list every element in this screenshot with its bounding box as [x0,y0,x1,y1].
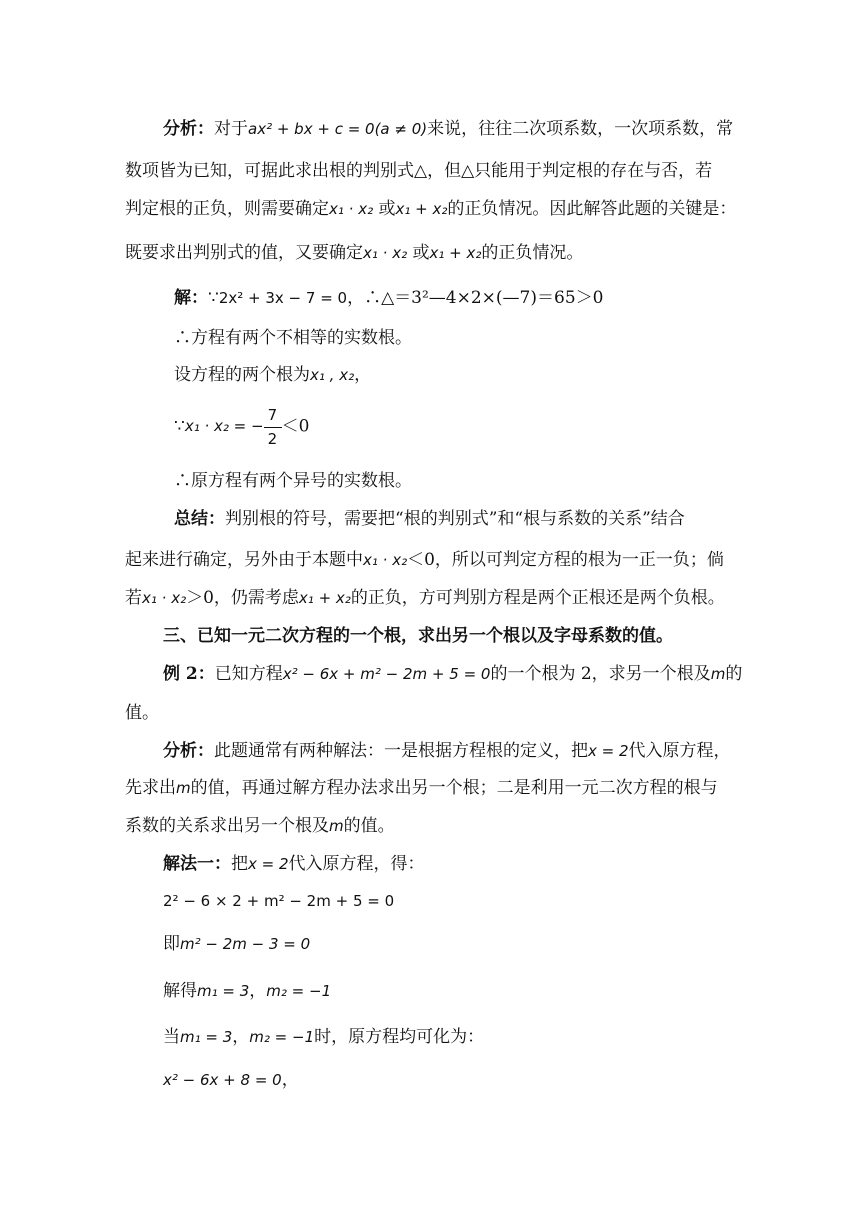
text: 既要求出判别式的值，又要确定 [125,243,363,263]
solution-label: 解： [174,288,208,308]
text: ∴原方程有两个异号的实数根。 [174,471,412,491]
denominator: 2 [267,429,278,448]
expr-sum: x₁ + x₂ [395,200,448,218]
expr-product: x₁ · x₂ [142,589,187,607]
text: 的值，再通过解方程办法求出另一个根；二是利用一元二次方程的根与 [190,778,718,798]
text: ＜0 [281,416,310,437]
text: 来说，往往二次项系数，一次项系数，常 [427,119,734,139]
roots: x₁ , x₂ [310,366,355,384]
solution-line-2 [174,327,412,349]
summary-line-2 [125,549,724,571]
solution-line-1 [174,287,603,309]
section-heading: 三、已知一元二次方程的一个根，求出另一个根以及字母系数的值。 [163,626,673,646]
example-line-2 [125,702,159,724]
analysis2-line-1 [163,740,731,762]
text: 的一个根为 2，求另一个根及 [490,664,711,684]
root-m2: m₂ = −1 [266,982,332,1000]
example-line-1 [163,663,742,685]
text: 判定根的正负，则需要确定 [125,199,329,219]
root-m2: m₂ = −1 [249,1028,315,1046]
analysis-label: 分析： [163,741,214,761]
expr: x = 2 [248,855,289,873]
analysis-label: 分析： [163,119,214,139]
text: 系数的关系求出另一个根及 [125,816,329,836]
text: 或 [407,243,430,263]
var-m: m [710,665,726,683]
method1-line-2 [163,890,394,912]
expr-product: x₁ · x₂ [363,551,408,569]
summary-label: 总结： [174,509,225,529]
text: 解得 [163,981,197,1001]
text: ， [249,981,267,1001]
expr-product: x₁ · x₂ [329,200,374,218]
text: ， [281,1070,299,1090]
text: 的 [725,664,743,684]
text: 代入原方程， [628,741,731,761]
expr-sum: x₁ + x₂ [429,244,482,262]
analysis-line-3 [125,198,736,220]
equation: 2² − 6 × 2 + m² − 2m + 5 = 0 [163,892,395,910]
expr-sum: x₁ + x₂ [298,589,351,607]
text: 的正负，方可判别方程是两个正根还是两个负根。 [350,588,725,608]
equation: x² − 6x + 8 = 0 [163,1071,282,1089]
expr-product: x₁ · x₂ = − [184,417,264,435]
equation-general: ax² + bx + c = 0(a ≠ 0) [248,120,428,138]
var-m: m [176,779,191,797]
text: 起来进行确定，另外由于本题中 [125,550,363,570]
text: 或 [373,199,396,219]
solution-line-5 [174,470,412,492]
text: ＜0，所以可判定方程的根为一正一负；倘 [407,550,724,570]
example-label: 例 2： [163,664,215,684]
analysis2-line-2 [125,777,718,799]
text: 值。 [125,703,159,723]
text: 即 [163,934,180,954]
text: 数项皆为已知，可据此求出根的判别式△，但△只能用于判定根的存在与否，若 [125,161,713,181]
text: 的正负情况。因此解答此题的关键是： [447,199,737,219]
text: ， [232,1027,250,1047]
equation: x² − 6x + m² − 2m + 5 = 0 [282,665,491,683]
summary-line-3 [125,587,725,609]
summary-line-1 [174,508,685,530]
text: 当 [163,1027,180,1047]
analysis-line-1 [163,118,733,140]
text: ∵ [208,288,219,308]
method1-line-1 [163,853,425,875]
analysis-line-4 [125,242,583,264]
text: 若 [125,588,142,608]
text: 已知方程 [214,664,283,684]
fraction [264,405,282,449]
text: ， [354,365,372,385]
text: ∵ [174,416,185,437]
numerator: 7 [267,405,278,424]
expr: x = 2 [588,742,629,760]
text: ＞0，仍需考虑 [186,588,299,608]
method1-line-5 [163,1026,484,1048]
text: 的值。 [343,816,395,836]
solution-line-3 [174,364,371,386]
analysis-line-2 [125,160,712,182]
fraction-bar [264,427,282,428]
root-m1: m₁ = 3 [197,982,250,1000]
solution-line-4 [174,404,309,448]
text: 代入原方程，得： [288,854,425,874]
text: 时，原方程均可化为： [314,1027,485,1047]
expr-product: x₁ · x₂ [363,244,408,262]
text: 把 [231,854,248,874]
method1-line-3 [163,933,310,955]
text: 此题通常有两种解法：一是根据方程根的定义，把 [214,741,588,761]
method1-line-6 [163,1069,299,1091]
equation: m² − 2m − 3 = 0 [180,935,311,953]
root-m1: m₁ = 3 [180,1028,233,1046]
text: ∴方程有两个不相等的实数根。 [174,328,412,348]
text: 判别根的符号，需要把“根的判别式”和“根与系数的关系”结合 [225,509,685,529]
analysis2-line-3 [125,815,395,837]
text: 先求出 [125,778,176,798]
method1-line-4 [163,980,331,1002]
text: 的正负情况。 [481,243,584,263]
var-m: m [329,817,344,835]
equation: 2x² + 3x − 7 = 0 [218,289,348,307]
method-label: 解法一： [163,854,231,874]
text: ，∴△＝3²—4×2×(—7)＝65＞0 [347,288,604,308]
text: 设方程的两个根为 [174,365,310,385]
text: 对于 [214,119,248,139]
